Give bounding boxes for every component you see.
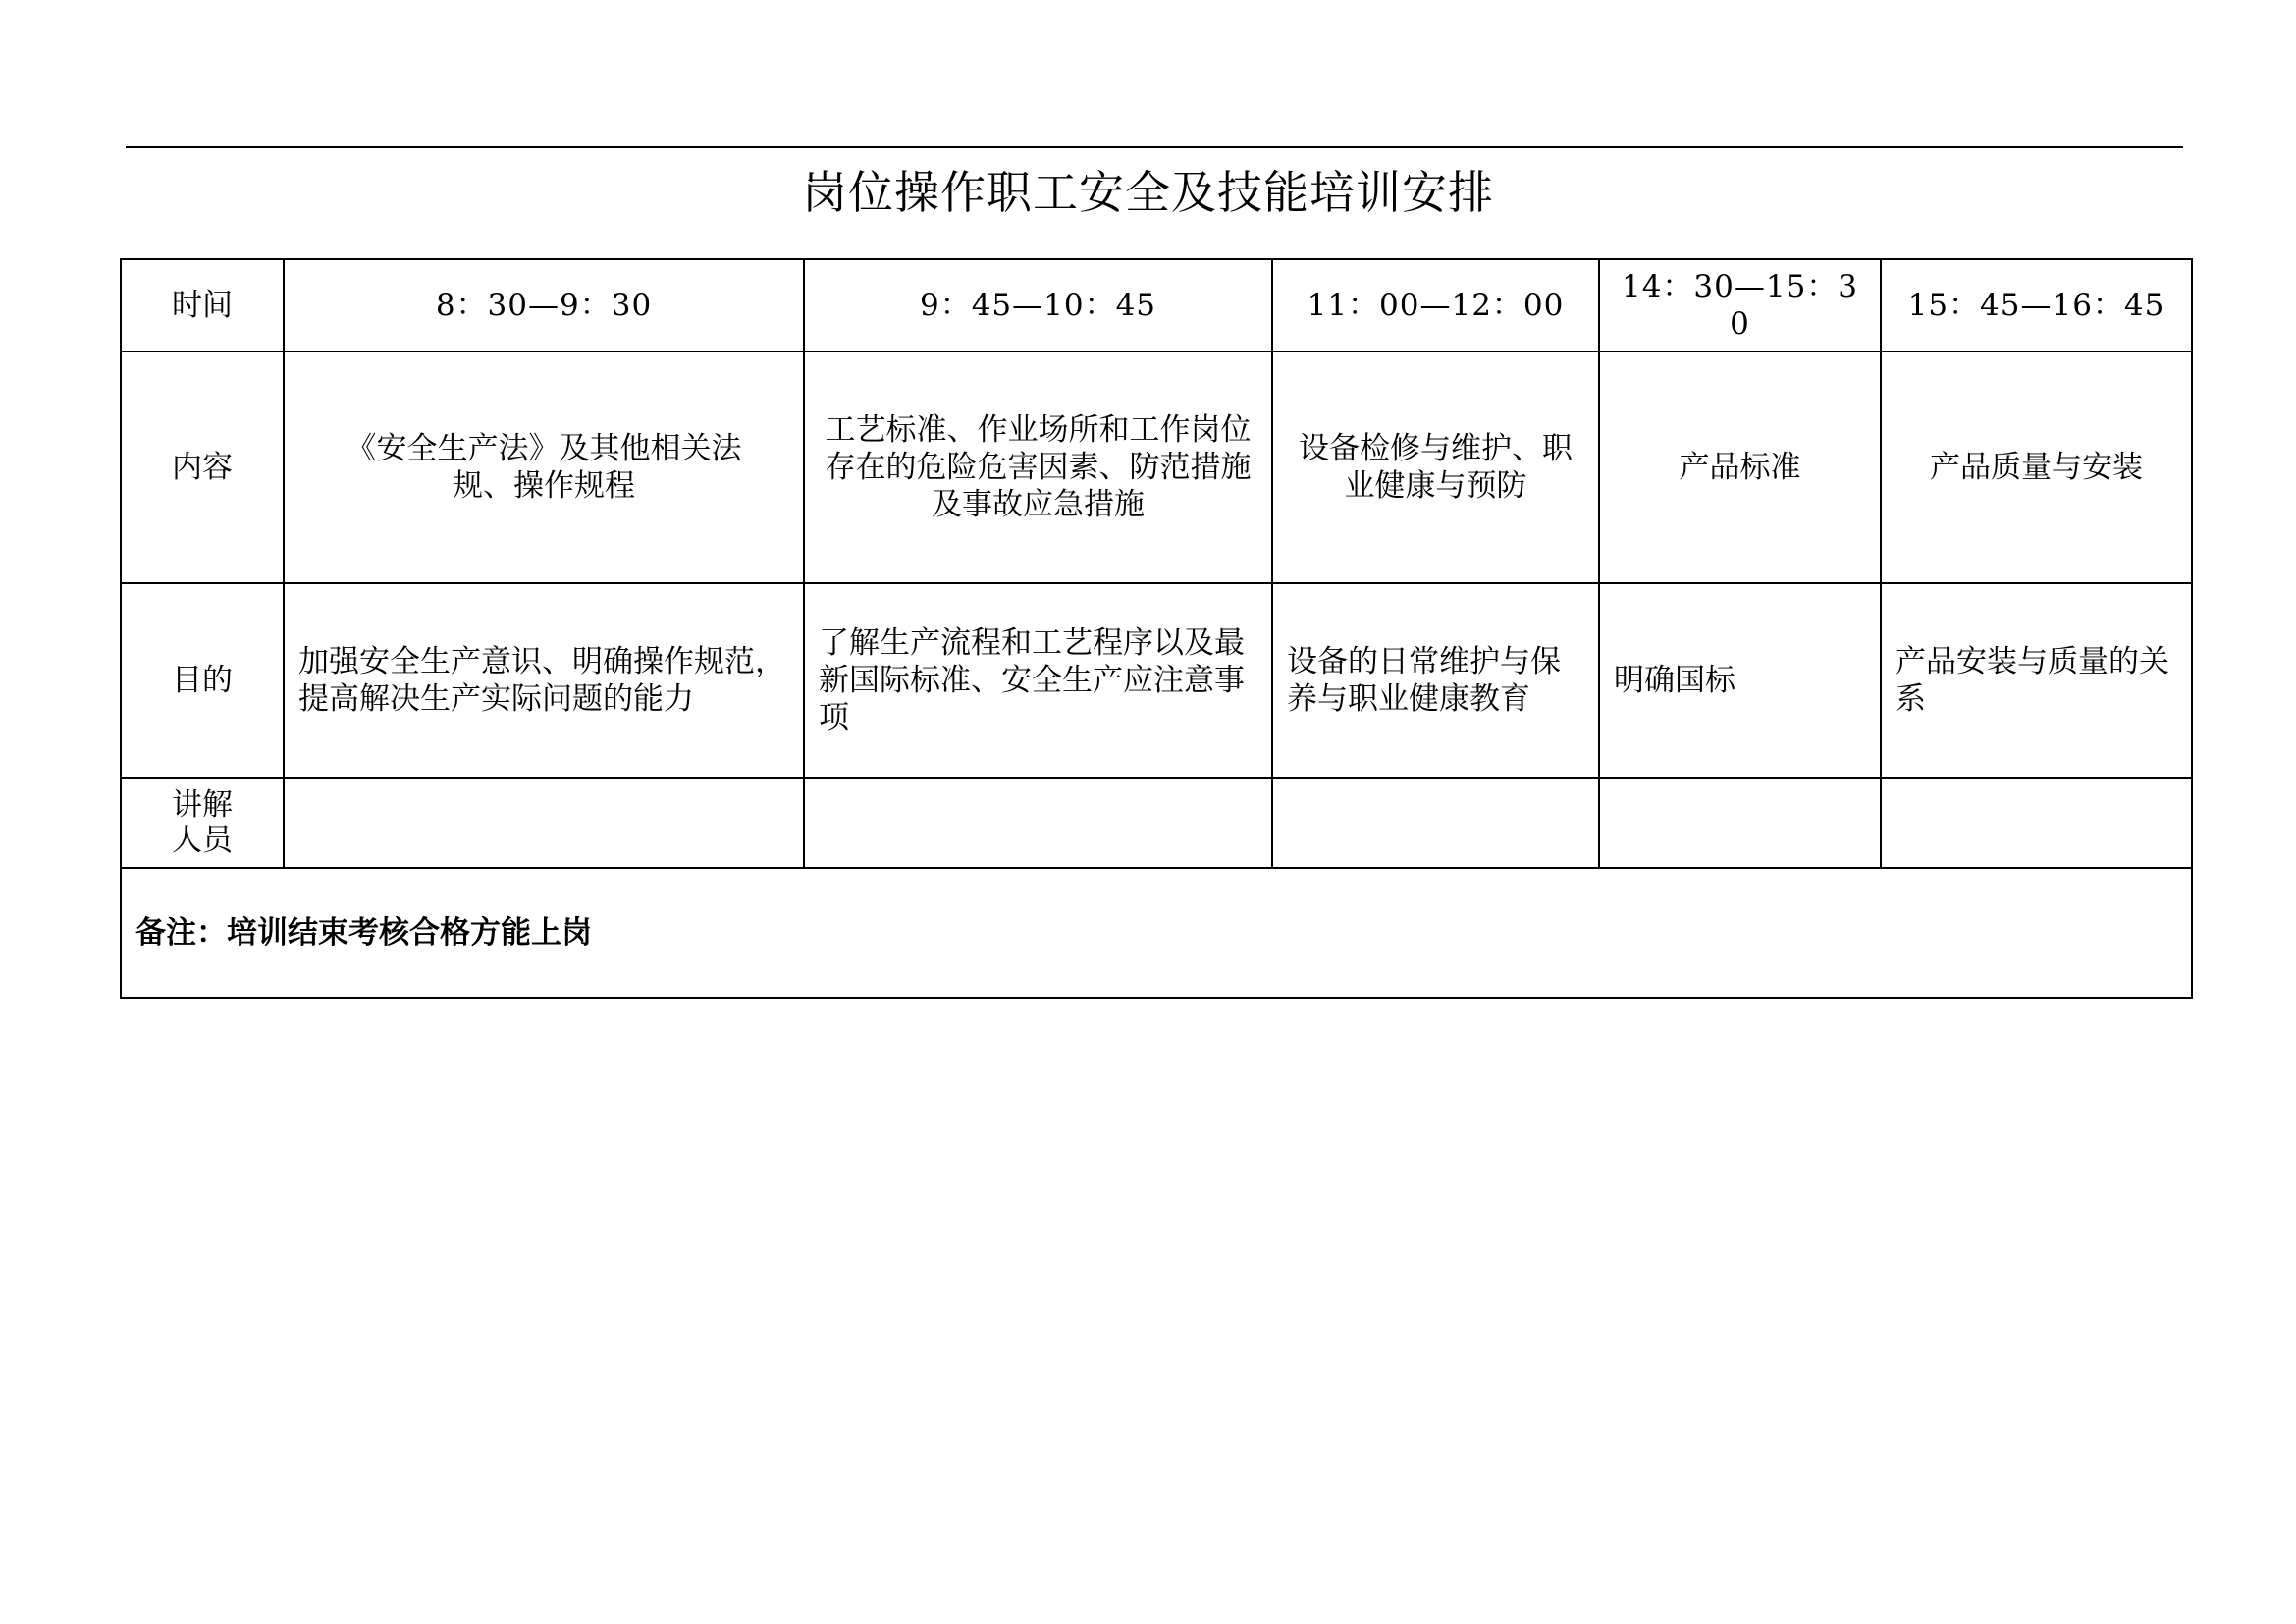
session-1-content-text: 《安全生产法》及其他相关法规、操作规程 — [346, 431, 742, 504]
row-label-speaker — [121, 778, 284, 868]
session-2-content: 工艺标准、作业场所和工作岗位存在的危险危害因素、防范措施及事故应急措施 — [804, 352, 1272, 583]
session-4-speaker — [1599, 778, 1881, 868]
table-row-goal — [121, 583, 2192, 778]
session-4-time: 14：30—15：30 — [1599, 259, 1881, 352]
row-label-speaker-text: 讲解人员 — [172, 786, 233, 858]
session-3-speaker — [1272, 778, 1599, 868]
remark-note: 备注：培训结束考核合格方能上岗 — [121, 868, 2192, 998]
session-3-content: 设备检修与维护、职业健康与预防 — [1272, 352, 1599, 583]
table-row-time — [121, 259, 2192, 352]
table-row-content — [121, 352, 2192, 583]
table-row-note — [121, 868, 2192, 998]
row-label-content: 内容 — [121, 352, 284, 583]
row-label-goal: 目的 — [121, 583, 284, 778]
session-1-speaker — [284, 778, 804, 868]
session-4-content: 产品标准 — [1599, 352, 1881, 583]
page-title: 岗位操作职工安全及技能培训安排 — [802, 166, 1494, 219]
session-2-goal: 了解生产流程和工艺程序以及最新国际标准、安全生产应注意事项 — [804, 583, 1272, 778]
training-schedule-table — [120, 258, 2193, 999]
session-3-time: 11：00—12：00 — [1272, 259, 1599, 352]
session-2-speaker — [804, 778, 1272, 868]
session-5-goal: 产品安装与质量的关系 — [1881, 583, 2192, 778]
session-3-goal: 设备的日常维护与保养与职业健康教育 — [1272, 583, 1599, 778]
session-1-time: 8：30—9：30 — [284, 259, 804, 352]
session-1-content — [284, 352, 804, 583]
session-5-time: 15：45—16：45 — [1881, 259, 2192, 352]
session-5-content: 产品质量与安装 — [1881, 352, 2192, 583]
session-1-goal: 加强安全生产意识、明确操作规范，提高解决生产实际问题的能力 — [284, 583, 804, 778]
header-rule — [126, 146, 2183, 148]
session-5-speaker — [1881, 778, 2192, 868]
session-2-time: 9：45—10：45 — [804, 259, 1272, 352]
row-label-time: 时间 — [121, 259, 284, 352]
table-row-speaker — [121, 778, 2192, 868]
session-4-goal: 明确国标 — [1599, 583, 1881, 778]
